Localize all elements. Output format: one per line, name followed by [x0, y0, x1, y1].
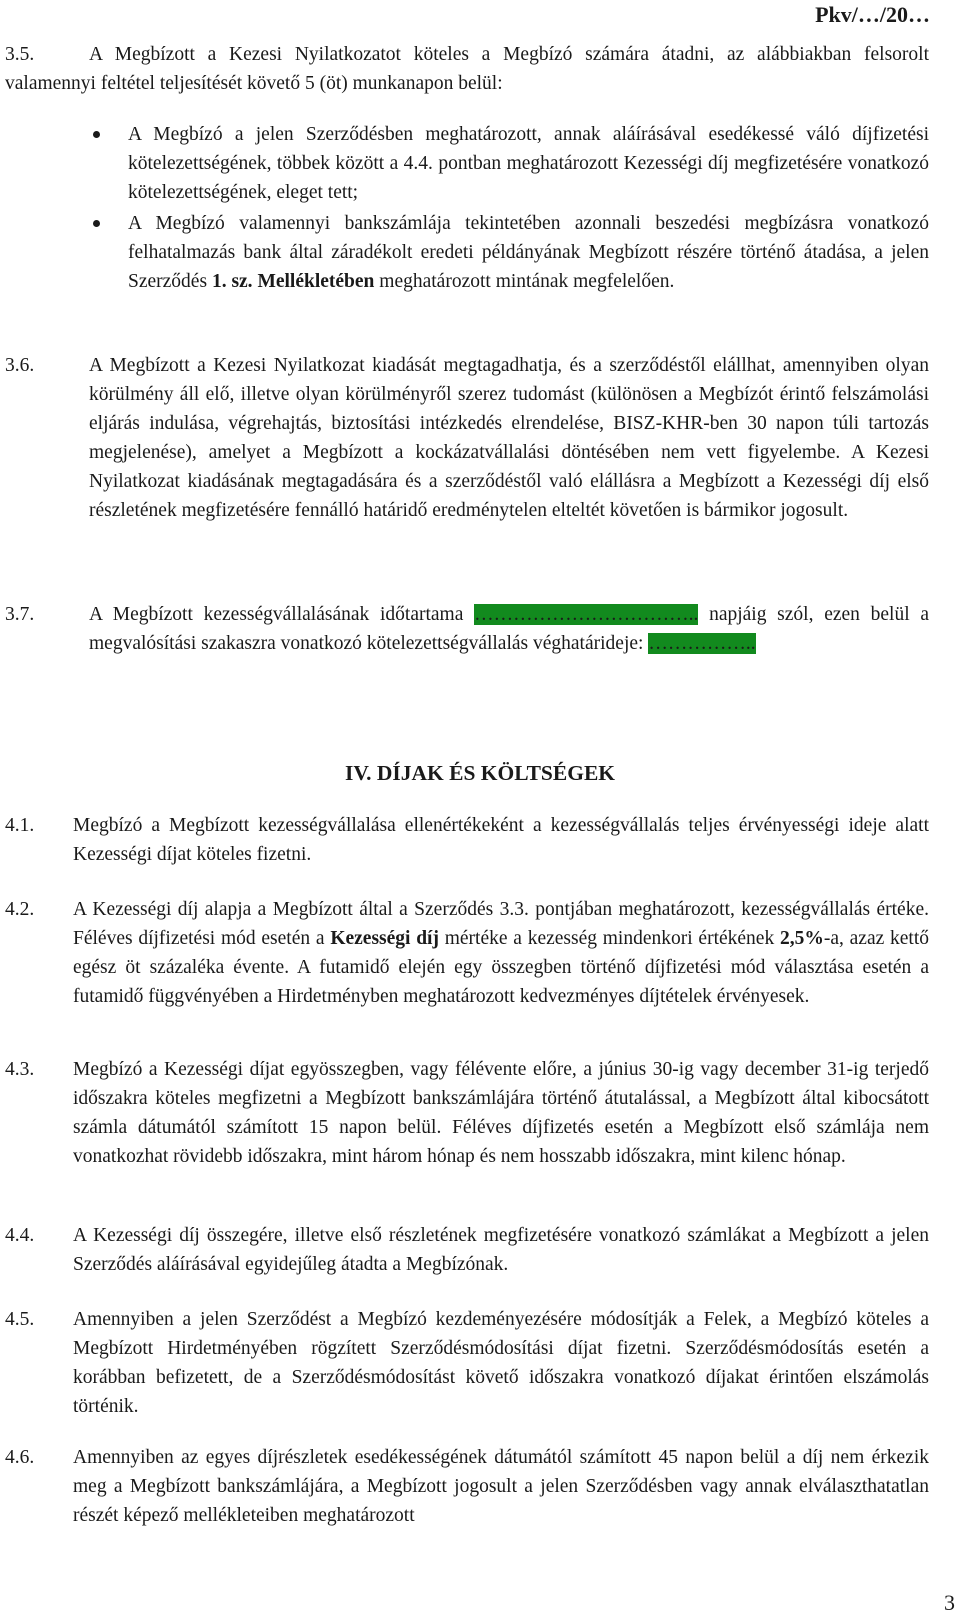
clause-text: Amennyiben a jelen Szerződést a Megbízó kezdeményezésére módosítják a Felek, a Megbízó köteles a Megbízott Hirdetményében rögzített Szerződésmódosítási díjat fizetni. Szerződésmódosítás esetén a korábban befizetett, de a Szerződésmódosítást követő időszakra vonatkozó díjakat érintően elszámolás történik. — [73, 1309, 929, 1417]
bullet-text-end: meghatározott mintának megfelelően. — [374, 271, 675, 292]
clause-text: Megbízó a Kezességi díjat egyösszegben, vagy félévente előre, a június 30-ig vagy december 31-ig terjedő időszakra köteles megfizetni a Megbízott bankszámlájára történő átutalással, a Megbízott által kibocsátott számla dátumától számított 15 napon belül. Féléves díjfizetés esetén a Megbízott első számlája nem vonatkozhat rövidebb időszakra, mint három hónap és nem hosszabb időszakra, mint kilenc hónap. — [73, 1059, 929, 1167]
clause-bold-fee: Kezességi díj — [330, 928, 439, 949]
clause-number: 4.2. — [5, 899, 35, 920]
clause-text-end: -a, azaz kettő egész öt százaléka évente. A futamidő elején egy összegben történő díjfizetési mód választása esetén a futamidő függvényében a Hirdetményben meghatározott kedvezményes díjtételek érvényesek. — [73, 928, 930, 1007]
clause-text-middle: mértéke a kezesség mindenkori értékének — [438, 928, 780, 949]
clause-text-start: A Kezességi díj alapja a Megbízott által a Szerződés 3.3. pontjában meghatározott, kezességvállalás értéke. Féléves díjfizetési mód esetén a — [73, 899, 929, 949]
clause-4-3 — [5, 1055, 929, 1171]
clause-text: A Kezességi díj összegére, illetve első részletének megfizetésére vonatkozó számlákat a Megbízott a jelen Szerződés aláírásával egyidejűleg átadta a Megbízónak. — [73, 1225, 929, 1275]
clause-text-middle: napjáig szól, ezen belül a megvalósítási szakaszra vonatkozó kötelezettségvállalás véghatárideje: — [89, 604, 929, 654]
bullet-bold-annex: Mellékletében — [257, 271, 375, 292]
clause-text-start: A Megbízott kezességvállalásának időtartama — [89, 604, 475, 625]
clause-number: 3.7. — [5, 604, 35, 625]
bullet-icon — [93, 220, 100, 227]
clause-3-7 — [5, 600, 929, 658]
clause-3-5 — [5, 40, 929, 296]
clause-text: Megbízó a Megbízott kezességvállalása ellenértékeként a kezességvállalás teljes érvényességi ideje alatt Kezességi díjat köteles fizetni. — [73, 815, 929, 865]
bullet-text: A Megbízó a jelen Szerződésben meghatározott, annak aláírásával esedékessé váló díjfizetési kötelezettségének, többek között a 4.4. pontban meghatározott Kezességi díj megfizetésére vonatkozó kötelezettségének, eleget tett; — [128, 124, 929, 203]
clause-number: 3.6. — [5, 355, 35, 376]
list-item — [5, 209, 929, 296]
clause-text: Amennyiben az egyes díjrészletek esedékességének dátumától számított 45 napon belül a díj nem érkezik meg a Megbízott bankszámlájára, a Megbízott jogosult a jelen Szerződésben vagy annak elválaszthatatlan részét képező mellékleteiben meghatározott — [73, 1447, 929, 1526]
clause-text — [73, 895, 929, 1011]
section-title: IV. DÍJAK ÉS KÖLTSÉGEK — [344, 761, 616, 785]
clause-text: A Megbízott a Kezesi Nyilatkozatot köteles a Megbízó számára átadni, az alábbiakban felsorolt valamennyi feltétel teljesítését követő 5 (öt) munkanapon belül: — [5, 44, 929, 94]
clause-4-1 — [5, 811, 929, 869]
clause-text — [89, 600, 929, 658]
clause-4-5 — [5, 1305, 929, 1421]
clause-3-5-content — [5, 40, 929, 296]
bullet-bold-annex-number: 1. sz. — [211, 271, 253, 292]
clause-4-6 — [5, 1443, 929, 1530]
clause-4-4 — [5, 1221, 929, 1279]
clause-number: 3.5. — [5, 44, 35, 65]
clause-number: 4.1. — [5, 815, 35, 836]
document-reference: Pkv/…/20… — [815, 2, 930, 27]
clause-number: 4.6. — [5, 1447, 35, 1468]
page-number: 3 — [944, 1590, 955, 1615]
list-item — [5, 120, 929, 207]
clause-number: 4.5. — [5, 1309, 35, 1330]
clause-bold-rate: 2,5% — [779, 928, 824, 949]
clause-number: 4.4. — [5, 1225, 35, 1246]
clause-3-6 — [5, 351, 929, 525]
clause-4-2 — [5, 895, 929, 1011]
bullet-icon — [93, 131, 100, 138]
bullet-text: A Megbízó valamennyi bankszámlája tekintetében azonnali beszedési megbízásra vonatkozó felhatalmazás bank által záradékolt eredeti példányának Megbízott részére történő átadása, a jelen Szerződés — [128, 213, 929, 292]
clause-3-5-paragraph — [5, 40, 929, 98]
blank-field-date[interactable]: …………………………….. — [474, 604, 699, 625]
clause-text: A Megbízott a Kezesi Nyilatkozat kiadását megtagadhatja, és a szerződéstől elállhat, amennyiben olyan körülmény áll elő, illetve olyan körülményről szerez tudomást (különösen a Megbízót érintő felszámolási eljárás indulása, végrehajtás, biztosítási intézkedés elrendelése, BISZ-KHR-ben 30 napon túli tartozás megjelenése), amelyet a Megbízott a kockázatvállalási döntésében nem vett figyelembe. A Kezesi Nyilatkozat kiadásának megtagadására és a szerződéstől való elállásra a Megbízott a Kezességi díj első részletének megfizetésére fennálló határidő eredménytelen elteltét követően is bármikor jogosult. — [89, 355, 929, 521]
clause-number: 4.3. — [5, 1059, 35, 1080]
blank-field-deadline[interactable]: …………….. — [648, 633, 756, 654]
bullet-list — [5, 120, 929, 296]
